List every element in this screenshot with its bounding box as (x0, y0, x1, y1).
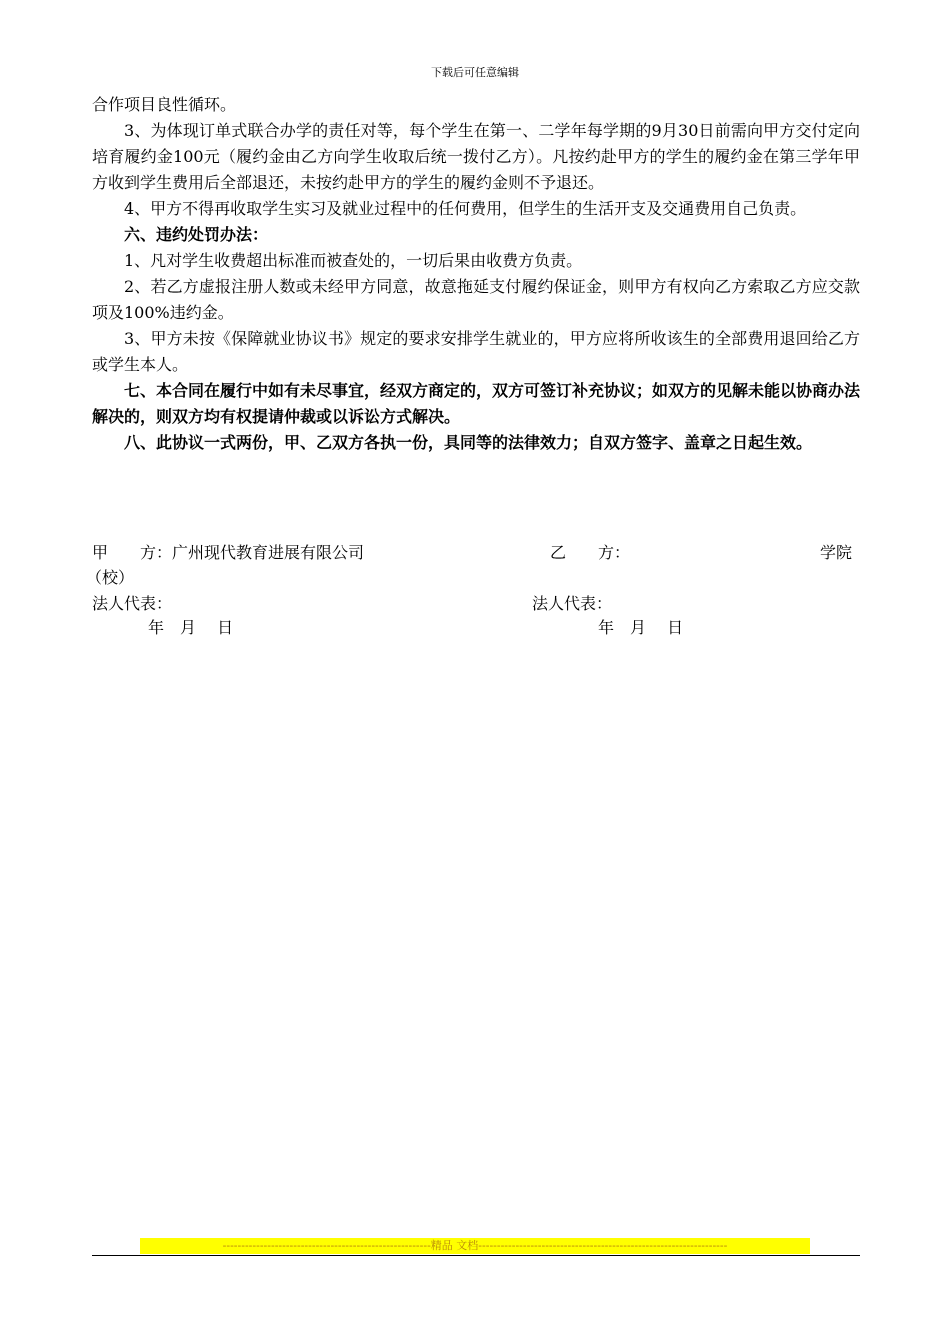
footer-note: --------------------------------------------------------精品 文档------------------------------------------------------------------- (140, 1238, 810, 1254)
header-note: 下载后可任意编辑 (431, 66, 519, 79)
date-b: 年 月 日 (598, 618, 684, 637)
party-a-label: 甲 方： (92, 543, 173, 562)
penalty-1: 1、凡对学生收费超出标准而被查处的，一切后果由收费方负责。 (124, 251, 583, 270)
date-a: 年 月 日 (148, 618, 234, 637)
contract-body (92, 92, 860, 456)
penalty-2: 2、若乙方虚报注册人数或未经甲方同意，故意拖延支付履约保证金，则甲方有权向乙方索取乙方应交款项及100%违约金。 (92, 277, 860, 322)
party-b-suffix2: （校） (86, 568, 135, 587)
section-7: 七、本合同在履行中如有未尽事宜，经双方商定的，双方可签订补充协议；如双方的见解未能以协商办法解决的，则双方均有权提请仲裁或以诉讼方式解决。 (92, 381, 861, 426)
penalty-3: 3、甲方未按《保障就业协议书》规定的要求安排学生就业的，甲方应将所收该生的全部费用退回给乙方或学生本人。 (92, 329, 860, 374)
rep-b: 法人代表： (532, 594, 613, 613)
footer-divider (92, 1255, 860, 1256)
paragraph-cont: 合作项目良性循环。 (92, 95, 237, 114)
party-b-label: 乙 方： (550, 543, 631, 562)
clause-3: 3、为体现订单式联合办学的责任对等，每个学生在第一、二学年每学期的9月30日前需向甲方交付定向培育履约金100元（履约金由乙方向学生收取后统一拨付乙方）。凡按约赴甲方的学生的履约金在第三学年甲方收到学生费用后全部退还，未按约赴甲方的学生的履约金则不予退还。 (92, 121, 860, 192)
party-a-name: 广州现代教育进展有限公司 (172, 543, 365, 562)
rep-a: 法人代表： (92, 594, 173, 613)
section-6-heading: 六、违约处罚办法： (124, 225, 269, 244)
clause-4: 4、甲方不得再收取学生实习及就业过程中的任何费用，但学生的生活开支及交通费用自己负责。 (124, 199, 807, 218)
party-a-line (92, 541, 364, 565)
party-b-suffix: 学院 (820, 543, 853, 562)
section-8: 八、此协议一式两份，甲、乙双方各执一份，具同等的法律效力；自双方签字、盖章之日起生效。 (124, 433, 813, 452)
